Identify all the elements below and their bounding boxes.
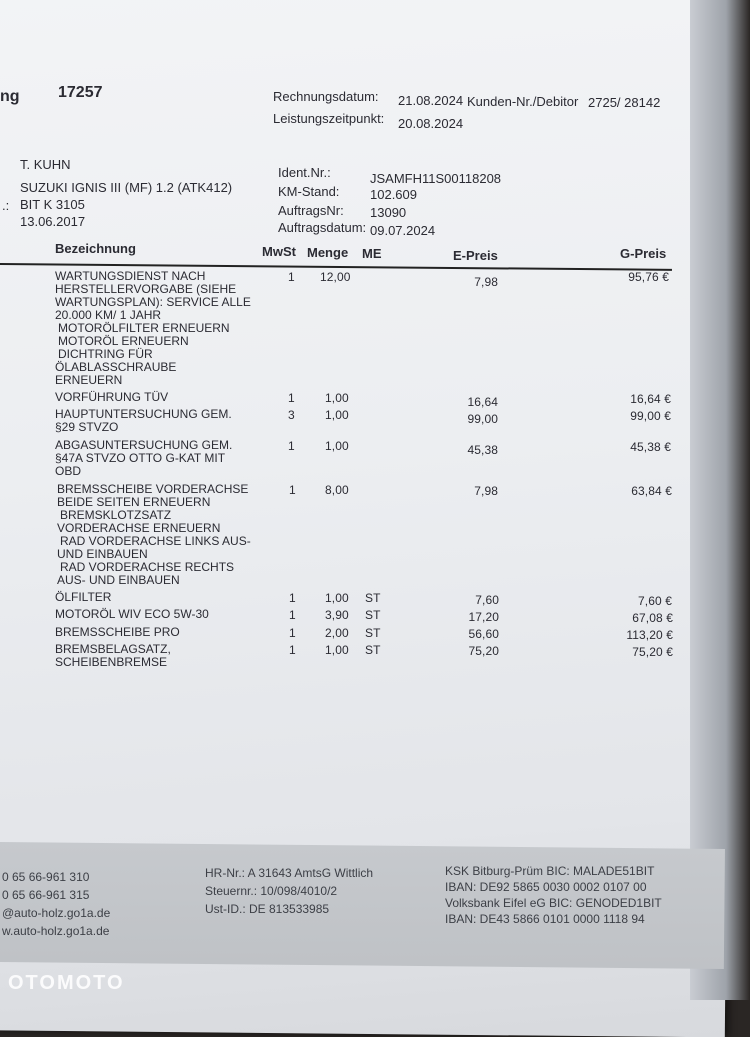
row-epreis: 75,20 [468,644,499,658]
row-description: ÖLFILTER [55,590,112,604]
row-description: BREMSSCHEIBE VORDERACHSE BEIDE SEITEN ERNEUERN BREMSKLOTZSATZ VORDERACHSE ERNEUERN RAD VORDERACHSE LINKS AUS- UND EINBAUEN RAD VORDERACHSE RECHTS AUS- UND EINBAUEN [57,482,251,587]
footer-iban-1: IBAN: DE92 5865 0030 0002 0107 00 [445,880,647,894]
auftragsdatum-label: Auftragsdatum: [278,220,367,235]
kunden-value: 2725/ 28142 [588,95,661,110]
row-menge: 8,00 [325,483,349,497]
row-gpreis: 16,64 € [630,392,671,406]
ident-label: Ident.Nr.: [278,165,331,180]
plate-number: BIT K 3105 [20,197,85,212]
row-me: ST [365,626,381,640]
footer-bank-1: KSK Bitburg-Prüm BIC: MALADE51BIT [445,864,655,878]
row-epreis: 56,60 [468,627,499,641]
row-mwst: 3 [288,408,295,422]
row-mwst: 1 [288,439,295,453]
invoice-number: 17257 [58,84,103,101]
row-epreis: 7,60 [475,593,499,607]
row-me: ST [365,608,381,622]
row-description: HAUPTUNTERSUCHUNG GEM. §29 STVZO [55,407,232,434]
auftrag-value: 13090 [370,205,407,220]
row-mwst: 1 [288,270,295,284]
footer-email: @auto-holz.go1a.de [2,906,111,920]
col-header-epreis: E-Preis [453,248,498,263]
row-mwst: 1 [289,591,296,605]
vehicle-model: SUZUKI IGNIS III (MF) 1.2 (ATK412) [20,180,233,195]
leistungs-value: 20.08.2024 [398,116,464,131]
row-gpreis: 75,20 € [632,645,673,659]
row-mwst: 1 [289,608,296,622]
row-menge: 12,00 [320,270,351,284]
row-epreis: 17,20 [468,610,499,624]
footer-ust: Ust-ID.: DE 813533985 [205,902,330,916]
rechnungsdatum-label: Rechnungsdatum: [273,89,379,104]
row-menge: 2,00 [325,626,349,640]
otomoto-watermark: OTOMOTO [8,972,125,994]
row-gpreis: 95,76 € [628,270,669,284]
row-description: WARTUNGSDIENST NACH HERSTELLERVORGABE (SIEHE WARTUNGSPLAN): SERVICE ALLE 20.000 KM/ 1 JAHR MOTORÖLFILTER ERNEUERN MOTORÖL ERNEUERN DICHTRING FÜR ÖLABLASSCHRAUBE ERNEUERN [55,269,251,387]
footer-phone-1: 0 65 66-961 310 [2,870,90,884]
row-epreis: 45,38 [467,443,498,457]
row-gpreis: 113,20 € [626,628,673,642]
footer-steuer: Steuernr.: 10/098/4010/2 [205,884,338,898]
row-menge: 1,00 [325,408,349,422]
first-registration: 13.06.2017 [20,214,86,229]
km-value: 102.609 [370,187,417,202]
row-description: ABGASUNTERSUCHUNG GEM. §47A STVZO OTTO G-KAT MIT OBD [55,438,233,478]
auftragsdatum-value: 09.07.2024 [370,223,436,238]
row-mwst: 1 [289,483,296,497]
col-header-mwst: MwSt [262,244,296,259]
row-epreis: 99,00 [467,412,498,426]
row-description: BREMSBELAGSATZ, SCHEIBENBREMSE [55,642,171,669]
row-description: BREMSSCHEIBE PRO [55,625,180,639]
row-gpreis: 63,84 € [631,484,672,498]
row-description: MOTORÖL WIV ECO 5W-30 [55,607,209,621]
plate-label-fragment: .: [2,198,10,213]
col-header-bezeichnung: Bezeichnung [55,241,136,256]
footer-website: w.auto-holz.go1a.de [2,924,110,938]
row-epreis: 16,64 [467,395,498,409]
col-header-gpreis: G-Preis [620,246,667,261]
row-gpreis: 45,38 € [630,440,671,454]
col-header-me: ME [362,246,382,261]
col-header-menge: Menge [307,245,349,260]
row-epreis: 7,98 [474,275,498,289]
leistungs-label: Leistungszeitpunkt: [273,111,385,126]
rechnungsdatum-value: 21.08.2024 [398,93,464,108]
footer-bank-2: Volksbank Eifel eG BIC: GENODED1BIT [445,896,662,910]
row-gpreis: 99,00 € [630,409,671,423]
row-mwst: 1 [288,391,295,405]
footer-iban-2: IBAN: DE43 5866 0101 0000 1118 94 [445,912,645,926]
owner-name: T. KUHN [20,157,71,172]
km-label: KM-Stand: [278,184,340,199]
row-epreis: 7,98 [474,484,498,498]
auftrag-label: AuftragsNr: [278,203,344,218]
row-gpreis: 67,08 € [632,611,673,625]
row-menge: 1,00 [325,391,349,405]
footer-phone-2: 0 65 66-961 315 [2,888,90,902]
row-menge: 1,00 [325,591,349,605]
row-menge: 1,00 [325,643,349,657]
row-me: ST [365,643,381,657]
row-menge: 1,00 [325,439,349,453]
row-menge: 3,90 [325,608,349,622]
row-mwst: 1 [289,626,296,640]
row-description: VORFÜHRUNG TÜV [55,390,169,404]
footer-hr: HR-Nr.: A 31643 AmtsG Wittlich [205,866,374,880]
document-title-fragment: ng [0,88,20,105]
ident-value: JSAMFH11S00118208 [370,171,502,186]
row-me: ST [365,591,381,605]
row-gpreis: 7,60 € [638,594,672,608]
kunden-label: Kunden-Nr./Debitor [467,94,579,109]
row-mwst: 1 [289,643,296,657]
